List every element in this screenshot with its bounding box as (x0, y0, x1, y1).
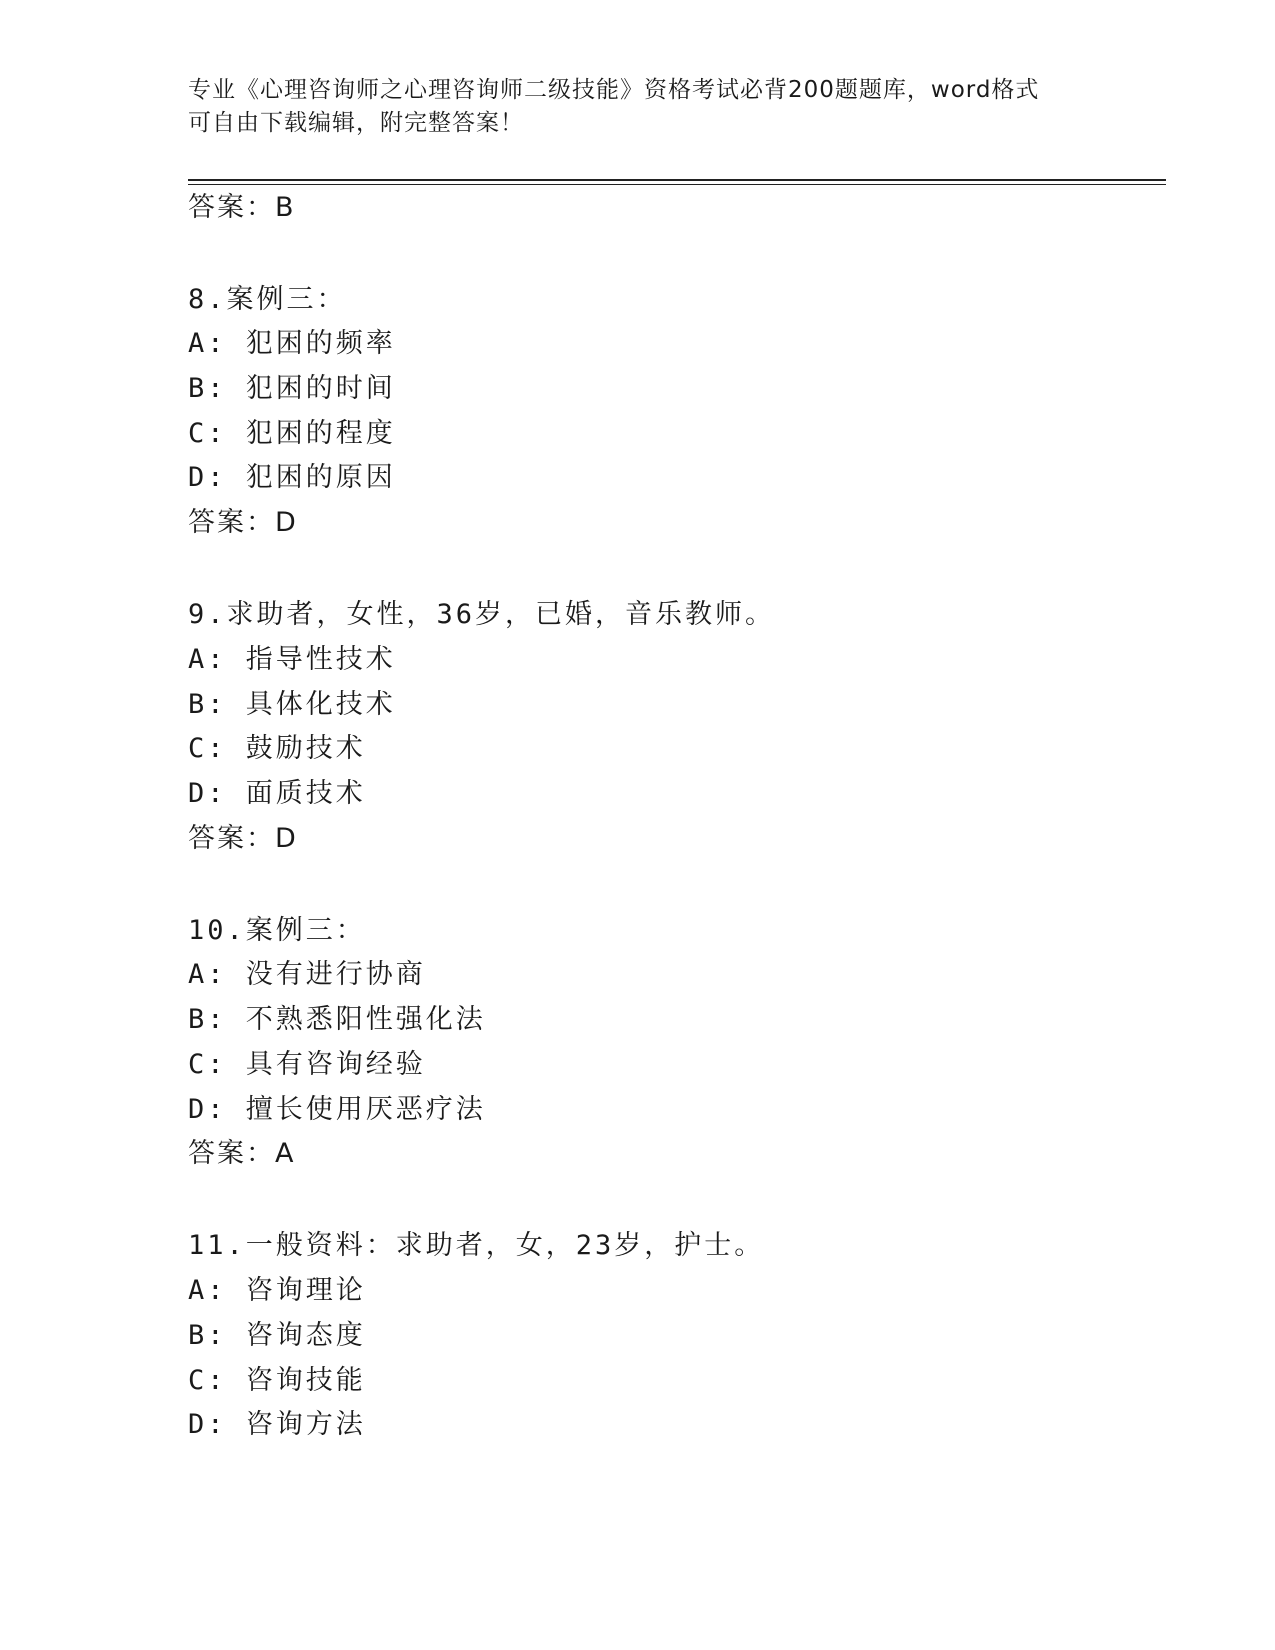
option-9-c: C: 鼓励技术 (188, 733, 366, 764)
option-11-d: D: 咨询方法 (188, 1409, 366, 1440)
option-9-b: B: 具体化技术 (188, 689, 396, 720)
option-9-d: D: 面质技术 (188, 778, 366, 809)
question-stem-10: 10.案例三： (188, 915, 366, 946)
option-11-a: A: 咨询理论 (188, 1275, 366, 1306)
answer-line-8: 答案：D (188, 507, 298, 538)
option-10-d: D: 擅长使用厌恶疗法 (188, 1094, 486, 1125)
header-line-1: 专业《心理咨询师之心理咨询师二级技能》资格考试必背200题题库，word格式 (188, 77, 1040, 103)
answer-line-9: 答案：D (188, 823, 298, 854)
option-8-d: D: 犯困的原因 (188, 462, 396, 493)
option-8-b: B: 犯困的时间 (188, 373, 396, 404)
question-stem-9: 9.求助者，女性，36岁，已婚，音乐教师。 (188, 599, 776, 630)
header-divider-thin (188, 184, 1166, 185)
option-10-a: A: 没有进行协商 (188, 959, 426, 990)
answer-line: 答案：B (188, 192, 296, 223)
document-header (188, 74, 1088, 140)
question-stem-8: 8.案例三： (188, 284, 347, 315)
option-8-a: A: 犯困的频率 (188, 328, 396, 359)
answer-line-10: 答案：A (188, 1138, 296, 1169)
header-divider-thick (188, 179, 1166, 181)
option-11-c: C: 咨询技能 (188, 1365, 366, 1396)
option-11-b: B: 咨询态度 (188, 1320, 366, 1351)
option-9-a: A: 指导性技术 (188, 644, 396, 675)
option-10-b: B: 不熟悉阳性强化法 (188, 1004, 486, 1035)
question-stem-11: 11.一般资料：求助者，女，23岁，护士。 (188, 1230, 765, 1261)
option-8-c: C: 犯困的程度 (188, 418, 396, 449)
header-line-2: 可自由下载编辑，附完整答案！ (188, 110, 524, 136)
option-10-c: C: 具有咨询经验 (188, 1049, 426, 1080)
